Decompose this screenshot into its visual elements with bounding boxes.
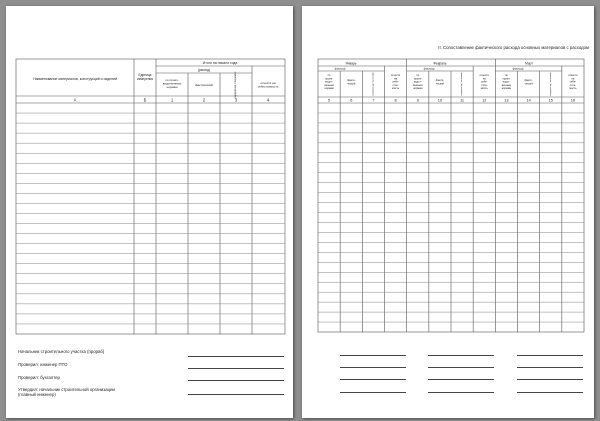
subheader-actual-0: факти-ческий: [347, 79, 356, 86]
month-march: Март: [525, 61, 533, 66]
header-cost-share: отнести на себестоимость: [257, 81, 279, 89]
header-group-year-total: Итого на начало года: [202, 61, 238, 65]
header-material-name: Наименование материалов, конструкций и изделий: [33, 77, 117, 81]
signature-line-jan-4: [340, 392, 406, 393]
subheader-overspend-1: перерасход / экономия: [461, 72, 464, 96]
col-number-10: 10: [437, 98, 443, 103]
signature-line-feb-3: [428, 379, 494, 380]
signature-line-jan-2: [340, 367, 406, 368]
subgroup-consumption-jan: (расход): [334, 66, 346, 71]
col-number-2: 2: [202, 97, 206, 103]
signature-line-mar-2: [517, 367, 583, 368]
subgroup-consumption-mar: (расход): [512, 66, 524, 71]
header-by-norms: по произ-водственным нормам: [162, 78, 182, 90]
document-page-right: [302, 6, 594, 418]
col-number-4: 4: [266, 97, 270, 103]
col-number-1: 1: [170, 97, 174, 103]
col-number-13: 13: [504, 98, 509, 103]
col-number-9: 9: [416, 98, 419, 103]
document-page-left: [6, 6, 293, 418]
subheader-cost-share-2: отнести на себе-стои-мость: [568, 74, 578, 91]
col-number-5: 5: [328, 98, 331, 103]
header-actual: фактический: [195, 83, 213, 87]
subheader-cost-share-1: отнести на себе-стои-мость: [479, 74, 489, 91]
col-number-3: 3: [234, 97, 238, 103]
signature-line-foreman: [188, 356, 284, 357]
signature-line-jan-1: [340, 355, 406, 356]
signature-label-head: Утвердил: начальник строительной организации: [18, 387, 115, 392]
subheader-actual-2: факти-ческий: [524, 79, 533, 86]
header-overspend-savings: перерасход / экономия: [234, 71, 237, 99]
header-unit: Единица измерения: [136, 73, 154, 81]
signature-line-jan-3: [340, 379, 406, 380]
col-number-16: 16: [570, 98, 576, 103]
signature-label-accountant: Проверил: бухгалтер: [18, 375, 60, 380]
signature-line-pto-engineer: [188, 368, 284, 369]
subheader-by-norms-0: по произ-водст-венным нормам: [324, 74, 334, 91]
subheader-overspend-2: перерасход / экономия: [549, 72, 552, 96]
signature-line-mar-3: [517, 379, 583, 380]
subheader-cost-share-0: отнести на себе-стои-мость: [390, 74, 401, 91]
subheader-by-norms-2: по произ-водст-венным нормам: [501, 74, 512, 91]
header-subgroup-consumption: (расход): [197, 68, 211, 72]
col-number-11: 11: [460, 98, 465, 103]
signature-label-foreman: Начальник строительного участка (прораб): [18, 349, 105, 354]
month-january: Январь: [345, 61, 357, 66]
col-number-15: 15: [548, 98, 553, 103]
left-table-border: [16, 59, 285, 334]
signature-line-mar-1: [517, 355, 583, 356]
col-number-14: 14: [526, 98, 531, 103]
col-number-b: Б: [143, 97, 147, 103]
signature-line-accountant: [188, 380, 284, 381]
signature-line-feb-4: [428, 392, 494, 393]
col-number-7: 7: [372, 98, 375, 103]
signature-line-feb-1: [428, 355, 494, 356]
signature-line-mar-4: [517, 392, 583, 393]
col-number-12: 12: [482, 98, 487, 103]
right-form-table: [302, 6, 594, 418]
col-number-8: 8: [394, 98, 397, 103]
month-february: Февраль: [433, 61, 447, 66]
subheader-actual-1: факти-ческий: [435, 79, 445, 86]
signature-label-pto-engineer: Проверил: инженер ПТО: [18, 362, 68, 367]
col-number-a: А: [73, 97, 77, 103]
section-title: II. Сопоставление фактического расхода основных материалов с расходом: [438, 45, 589, 50]
col-number-6: 6: [350, 98, 353, 103]
signature-label-chief-engineer: (главный инженер): [18, 392, 56, 397]
subheader-overspend-0: перерасход / экономия: [372, 72, 375, 96]
signature-line-feb-2: [428, 367, 494, 368]
subheader-by-norms-1: по произ-водст-венным нормам: [413, 74, 423, 91]
signature-line-head: [188, 394, 284, 395]
subgroup-consumption-feb: (расход): [423, 66, 435, 71]
